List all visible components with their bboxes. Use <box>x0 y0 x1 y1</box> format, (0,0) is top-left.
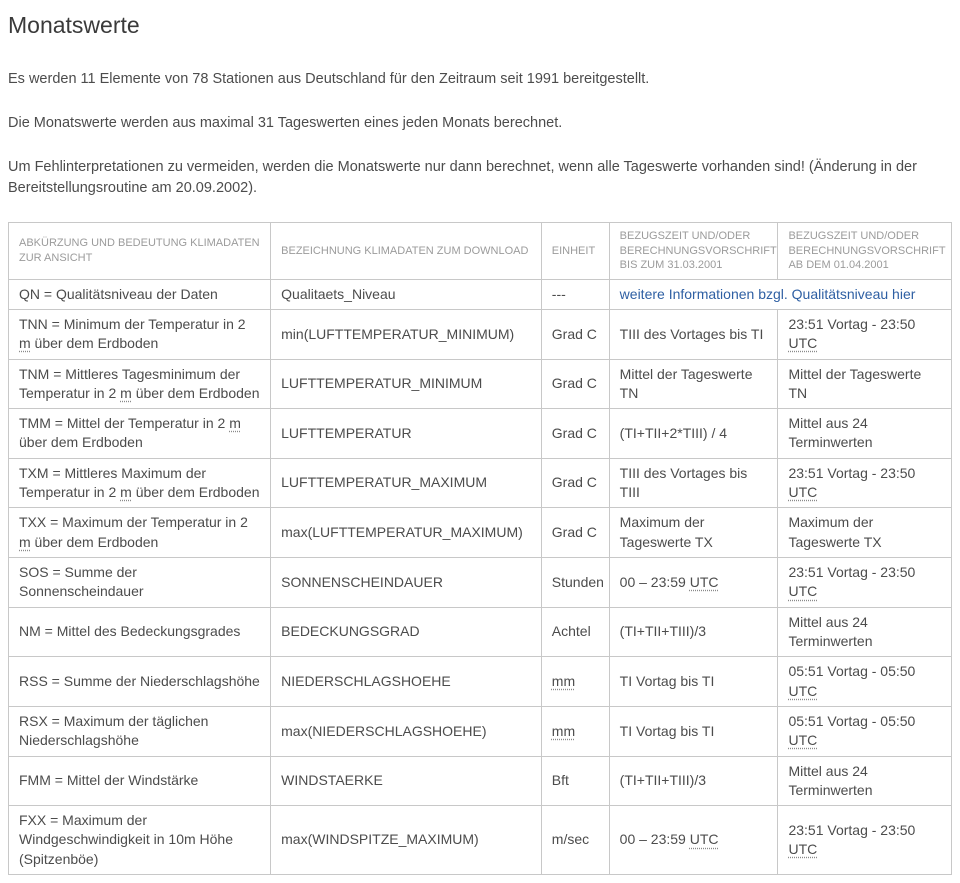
table-cell: Grad C <box>541 409 609 459</box>
table-cell: max(NIEDERSCHLAGSHOEHE) <box>271 706 542 756</box>
abbreviation-term: mm <box>551 672 576 689</box>
table-cell: FMM = Mittel der Windstärke <box>9 756 271 806</box>
abbreviation-term: UTC <box>689 573 719 590</box>
col-header-reference-before: BEZUGSZEIT UND/ODER BERECHNUNGSVORSCHRIFT BIS ZUM 31.03.2001 <box>609 223 778 280</box>
abbreviation-term: UTC <box>788 335 818 352</box>
table-cell: RSS = Summe der Niederschlagshöhe <box>9 657 271 707</box>
abbreviation-term: UTC <box>788 841 818 858</box>
table-cell: Stunden <box>541 558 609 608</box>
table-cell: m/sec <box>541 806 609 875</box>
table-cell: Maximum der Tageswerte TX <box>609 508 778 558</box>
table-cell: 05:51 Vortag - 05:50 UTC <box>778 657 952 707</box>
abbreviation-term: UTC <box>788 682 818 699</box>
table-cell: TNM = Mittleres Tagesminimum der Temperatur in 2 m über dem Erdboden <box>9 359 271 409</box>
table-cell: QN = Qualitätsniveau der Daten <box>9 279 271 309</box>
monthly-values-table <box>8 222 952 875</box>
table-cell: SOS = Summe der Sonnenscheindauer <box>9 558 271 608</box>
table-cell: --- <box>541 279 609 309</box>
table-row-rss <box>9 657 952 707</box>
table-row-tnn <box>9 309 952 359</box>
table-row-tmm <box>9 409 952 459</box>
table-cell: Grad C <box>541 458 609 508</box>
table-row-nm <box>9 607 952 657</box>
table-cell: 23:51 Vortag - 23:50 UTC <box>778 309 952 359</box>
abbreviation-term: UTC <box>788 583 818 600</box>
table-cell: 23:51 Vortag - 23:50 UTC <box>778 558 952 608</box>
table-cell: (TI+TII+TIII)/3 <box>609 607 778 657</box>
table-row-tnm <box>9 359 952 409</box>
table-cell: LUFTTEMPERATUR <box>271 409 542 459</box>
table-cell: TIII des Vortages bis TI <box>609 309 778 359</box>
col-header-unit: EINHEIT <box>541 223 609 280</box>
table-cell: max(LUFTTEMPERATUR_MAXIMUM) <box>271 508 542 558</box>
table-cell: TI Vortag bis TI <box>609 657 778 707</box>
table-cell: TXM = Mittleres Maximum der Temperatur in 2 m über dem Erdboden <box>9 458 271 508</box>
table-cell: Bft <box>541 756 609 806</box>
table-cell: SONNENSCHEINDAUER <box>271 558 542 608</box>
table-cell: Achtel <box>541 607 609 657</box>
table-cell: Qualitaets_Niveau <box>271 279 542 309</box>
quality-level-info-link[interactable]: weitere Informationen bzgl. Qualitätsniveau hier <box>619 285 916 302</box>
table-row-txm <box>9 458 952 508</box>
table-row-qn <box>9 279 952 309</box>
intro-paragraph: Es werden 11 Elemente von 78 Stationen aus Deutschland für den Zeitraum seit 1991 bereitgestellt. <box>8 71 650 87</box>
table-cell: WINDSTAERKE <box>271 756 542 806</box>
abbreviation-term: UTC <box>689 831 719 848</box>
table-row-txx <box>9 508 952 558</box>
table-cell: (TI+TII+TIII)/3 <box>609 756 778 806</box>
note-paragraph: Um Fehlinterpretationen zu vermeiden, werden die Monatswerte nur dann berechnet, wenn alle Tageswerte vorhanden sind! (Änderung in der Bereitstellungsroutine am 20.09.2002). <box>8 159 917 197</box>
table-cell: 23:51 Vortag - 23:50 UTC <box>778 458 952 508</box>
col-header-reference-after: BEZUGSZEIT UND/ODER BERECHNUNGSVORSCHRIFT AB DEM 01.04.2001 <box>778 223 952 280</box>
table-cell: RSX = Maximum der täglichen Niederschlagshöhe <box>9 706 271 756</box>
table-cell: BEDECKUNGSGRAD <box>271 607 542 657</box>
table-cell: Maximum der Tageswerte TX <box>778 508 952 558</box>
table-cell: TI Vortag bis TI <box>609 706 778 756</box>
table-cell <box>541 657 609 707</box>
col-header-abbreviation: ABKÜRZUNG UND BEDEUTUNG KLIMADATEN ZUR ANSICHT <box>9 223 271 280</box>
table-cell: TXX = Maximum der Temperatur in 2 m über dem Erdboden <box>9 508 271 558</box>
table-cell: (TI+TII+2*TIII) / 4 <box>609 409 778 459</box>
table-row-fxx <box>9 806 952 875</box>
calculation-paragraph: Die Monatswerte werden aus maximal 31 Tageswerten eines jeden Monats berechnet. <box>8 115 563 132</box>
table-cell: min(LUFTTEMPERATUR_MINIMUM) <box>271 309 542 359</box>
table-cell: TNN = Minimum der Temperatur in 2 m über dem Erdboden <box>9 309 271 359</box>
table-cell <box>541 706 609 756</box>
table-cell: Mittel der Tageswerte TN <box>778 359 952 409</box>
table-cell: 05:51 Vortag - 05:50 UTC <box>778 706 952 756</box>
abbreviation-term: m <box>229 415 241 432</box>
abbreviation-term: mm <box>551 722 576 739</box>
table-cell: Grad C <box>541 359 609 409</box>
table-cell: Mittel aus 24 Terminwerten <box>778 409 952 459</box>
table-cell: TIII des Vortages bis TIII <box>609 458 778 508</box>
abbreviation-term: m <box>19 533 31 550</box>
table-cell: LUFTTEMPERATUR_MINIMUM <box>271 359 542 409</box>
abbreviation-term: UTC <box>788 484 818 501</box>
table-cell: Grad C <box>541 309 609 359</box>
table-row-rsx <box>9 706 952 756</box>
table-cell: TMM = Mittel der Temperatur in 2 m über dem Erdboden <box>9 409 271 459</box>
abbreviation-term: m <box>120 384 132 401</box>
table-cell: NIEDERSCHLAGSHOEHE <box>271 657 542 707</box>
table-cell: 00 – 23:59 UTC <box>609 558 778 608</box>
table-cell: Mittel aus 24 Terminwerten <box>778 756 952 806</box>
table-header-row <box>9 223 952 280</box>
table-cell: Mittel der Tageswerte TN <box>609 359 778 409</box>
table-row-sos <box>9 558 952 608</box>
page-title: Monatswerte <box>8 12 140 38</box>
table-cell: max(WINDSPITZE_MAXIMUM) <box>271 806 542 875</box>
table-cell: NM = Mittel des Bedeckungsgrades <box>9 607 271 657</box>
table-cell: LUFTTEMPERATUR_MAXIMUM <box>271 458 542 508</box>
table-cell: Grad C <box>541 508 609 558</box>
table-cell <box>609 279 951 309</box>
abbreviation-term: m <box>19 335 31 352</box>
table-cell: 00 – 23:59 UTC <box>609 806 778 875</box>
table-cell: Mittel aus 24 Terminwerten <box>778 607 952 657</box>
table-cell: FXX = Maximum der Windgeschwindigkeit in 10m Höhe (Spitzenböe) <box>9 806 271 875</box>
col-header-download-name: BEZEICHNUNG KLIMADATEN ZUM DOWNLOAD <box>271 223 542 280</box>
table-row-fmm <box>9 756 952 806</box>
table-cell: 23:51 Vortag - 23:50 UTC <box>778 806 952 875</box>
abbreviation-term: UTC <box>788 732 818 749</box>
abbreviation-term: m <box>120 484 132 501</box>
